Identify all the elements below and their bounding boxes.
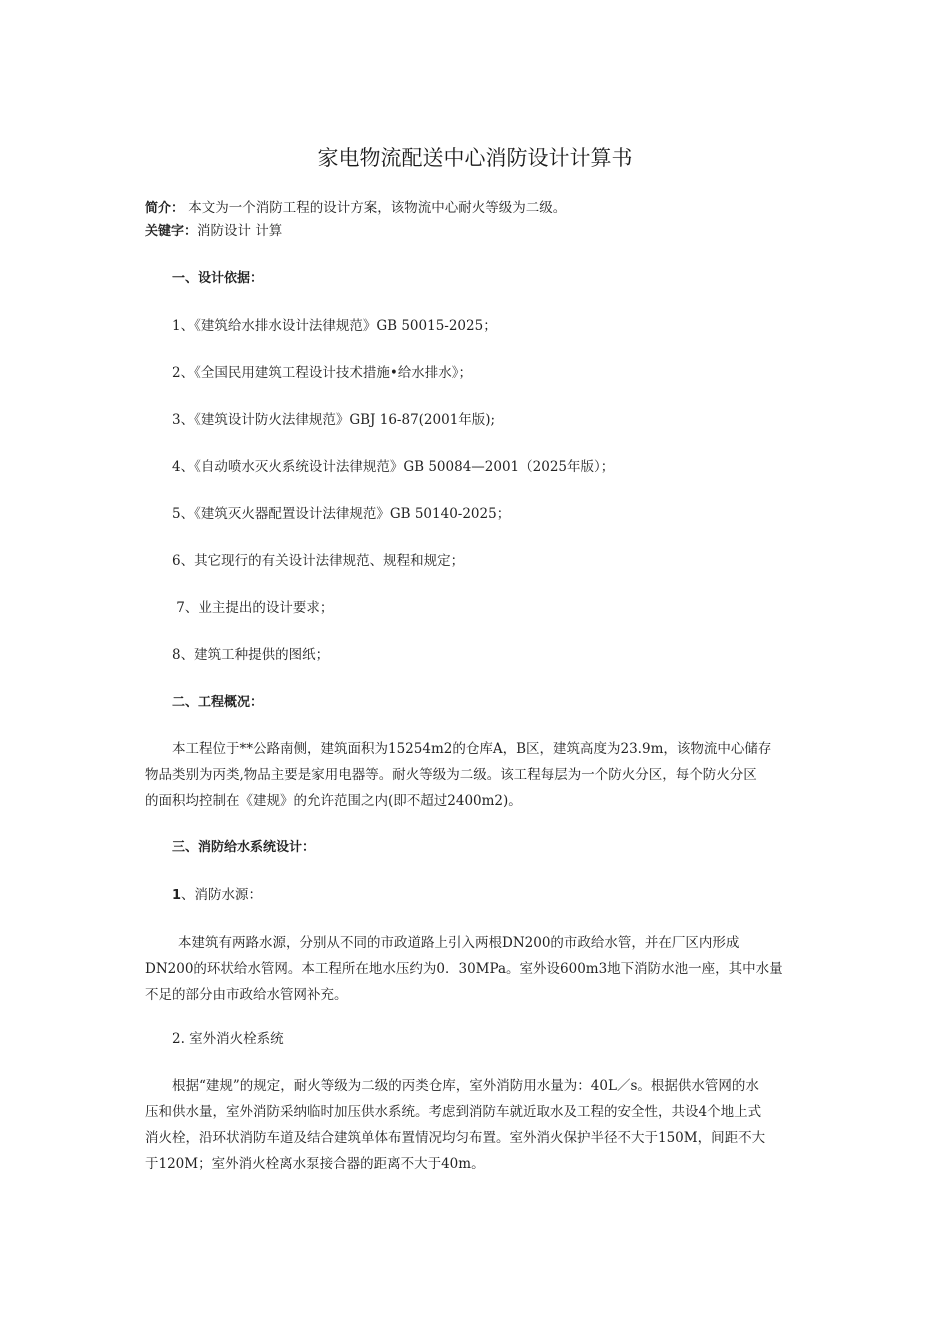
document-title: 家电物流配送中心消防设计计算书 <box>317 146 633 170</box>
hydrant-paragraph-line: 压和供水量，室外消防采纳临时加压供水系统。考虑到消防车就近取水及工程的安全性，共设4个地上式 <box>145 1104 762 1120</box>
overview-paragraph-line: 物品类别为丙类,物品主要是家用电器等。耐火等级为二级。该工程每层为一个防火分区，每个防火分区 <box>145 767 757 783</box>
hydrant-paragraph-line: 于120M；室外消火栓离水泵接合器的距离不大于40m。 <box>145 1156 485 1172</box>
section-heading-overview: 二、工程概况： <box>172 695 264 710</box>
basis-item: 7、业主提出的设计要求； <box>172 600 334 616</box>
overview-paragraph-line: 的面积均控制在《建规》的允许范围之内(即不超过2400m2)。 <box>145 793 522 809</box>
basis-item: 8、建筑工种提供的图纸； <box>172 647 330 663</box>
section-heading-water-supply: 三、消防给水系统设计： <box>172 840 316 855</box>
section-heading-basis: 一、设计依据： <box>172 271 264 286</box>
keywords-line <box>145 220 282 243</box>
abstract-text: 本文为一个消防工程的设计方案，该物流中心耐火等级为二级。 <box>184 200 567 216</box>
overview-paragraph-line: 本工程位于**公路南侧，建筑面积为15254m2的仓库A，B区，建筑高度为23.9m，该物流中心储存 <box>172 741 772 757</box>
water-source-paragraph-line: 不足的部分由市政给水管网补充。 <box>145 987 348 1003</box>
hydrant-paragraph-line: 消火栓，沿环状消防车道及结合建筑单体布置情况均匀布置。室外消火保护半径不大于150M，间距不大 <box>145 1130 766 1146</box>
basis-item: 4、《自动喷水灭火系统设计法律规范》GB 50084—2001（2025年版）； <box>172 459 615 475</box>
abstract-line <box>145 197 566 220</box>
subsection-title: 、消防水源： <box>181 887 263 903</box>
basis-item: 1、《建筑给水排水设计法律规范》GB 50015-2025； <box>172 318 497 334</box>
basis-item: 2、《全国民用建筑工程设计技术措施•给水排水》； <box>172 365 473 381</box>
abstract-label: 简介： <box>145 201 185 216</box>
basis-item: 6、其它现行的有关设计法律规范、规程和规定； <box>172 553 465 569</box>
basis-item: 3、《建筑设计防火法律规范》GBJ 16-87(2001年版); <box>172 412 496 428</box>
subsection-number: 1 <box>172 888 182 903</box>
hydrant-paragraph-line: 根据“建规”的规定，耐火等级为二级的丙类仓库，室外消防用水量为：40L／s。根据供水管网的水 <box>172 1078 759 1094</box>
subsection-heading-hydrant: 2. 室外消火栓系统 <box>172 1031 284 1047</box>
water-source-paragraph-line: DN200的环状给水管网。本工程所在地水压约为0．30MPa。室外设600m3地下消防水池一座，其中水量 <box>145 961 783 977</box>
keywords-text: 消防设计 计算 <box>197 223 283 239</box>
water-source-paragraph-line: 本建筑有两路水源，分别从不同的市政道路上引入两根DN200的市政给水管，并在厂区内形成 <box>178 935 740 951</box>
subsection-heading-water-source <box>172 884 262 907</box>
keywords-label: 关键字： <box>145 224 198 239</box>
basis-item: 5、《建筑灭火器配置设计法律规范》GB 50140-2025； <box>172 506 511 522</box>
